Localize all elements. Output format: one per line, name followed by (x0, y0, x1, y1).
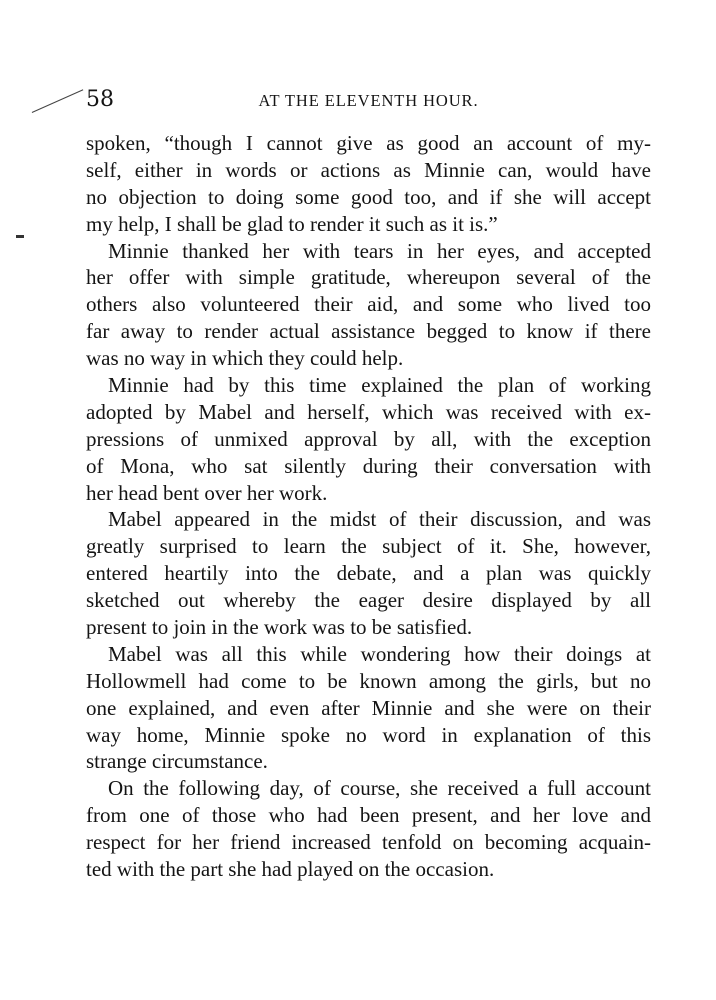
text-line: ted with the part she had played on the occasion. (86, 857, 495, 882)
text-line: adopted by Mabel and herself, which was received with ex- (86, 399, 651, 424)
text-line: of Mona, who sat silently during their conversation with (86, 453, 651, 478)
page-number: 58 (86, 87, 114, 112)
text-line: greatly surprised to learn the subject of it. She, however, (86, 534, 651, 559)
text-line: spoken, “though I cannot give as good an account of my- (86, 131, 651, 155)
text-line: Minnie thanked her with tears in her eyes, and accepted (108, 238, 651, 263)
margin-ink-mark (16, 235, 24, 238)
text-line: was no way in which they could help. (86, 346, 404, 371)
text-line: one explained, and even after Minnie and she were on their (86, 695, 651, 720)
text-line: her head bent over her work. (86, 480, 328, 505)
text-line: way home, Minnie spoke no word in explanation of this (86, 722, 651, 747)
text-line: self, either in words or actions as Minnie can, would have (86, 157, 651, 182)
text-line: respect for her friend increased tenfold on becoming acquain- (86, 830, 651, 855)
text-line: Mabel was all this while wondering how their doings at (108, 641, 651, 666)
text-line: from one of those who had been present, and her love and (86, 803, 651, 828)
page-header (86, 86, 651, 114)
text-line: present to join in the work was to be satisfied. (86, 615, 473, 640)
text-line: sketched out whereby the eager desire displayed by all (86, 588, 651, 613)
text-line: no objection to doing some good too, and if she will accept (86, 184, 651, 209)
text-line: far away to render actual assistance begged to know if there (86, 319, 651, 344)
text-line: Minnie had by this time explained the plan of working (108, 373, 651, 398)
text-line: pressions of unmixed approval by all, with the exception (86, 426, 651, 451)
text-line: On the following day, of course, she received a full account (108, 776, 651, 801)
text-line: her offer with simple gratitude, whereupon several of the (86, 265, 651, 290)
text-line: Mabel appeared in the midst of their discussion, and was (108, 507, 651, 532)
text-line: entered heartily into the debate, and a plan was quickly (86, 561, 651, 586)
text-line: Hollowmell had come to be known among the girls, but no (86, 668, 651, 693)
text-line: strange circumstance. (86, 749, 268, 774)
running-head: AT THE ELEVENTH HOUR. (258, 91, 479, 110)
text-line: my help, I shall be glad to render it such as it is.” (86, 211, 498, 236)
body-text (86, 130, 651, 883)
pencil-stroke-mark (32, 89, 84, 113)
text-line: others also volunteered their aid, and some who lived too (86, 292, 651, 317)
